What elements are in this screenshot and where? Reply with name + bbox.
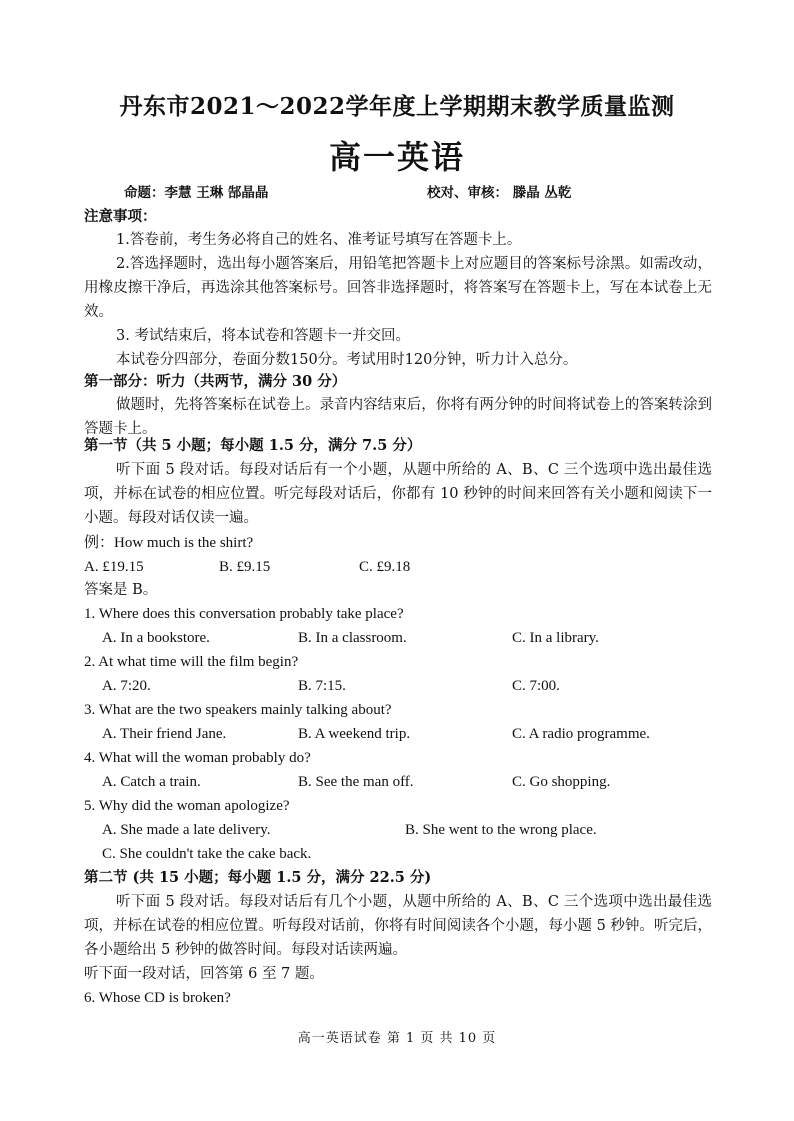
note-item-3: 3. 考试结束后，将本试卷和答题卡一并交回。	[116, 328, 410, 344]
q5-option-c: C. She couldn't take the cake back.	[102, 846, 312, 862]
question-4: 4. What will the woman probably do?	[84, 750, 311, 766]
question-2: 2. At what time will the film begin?	[84, 654, 299, 670]
note-item-1: 1.答卷前，考生务必将自己的姓名、准考证号填写在答题卡上。	[116, 232, 522, 248]
example-option-b: B. £9.15	[219, 559, 271, 575]
q4-option-a: A. Catch a train.	[102, 774, 201, 790]
notes-heading: 注意事项：	[84, 208, 157, 225]
section2-heading: 第二节 (共 15 小题；每小题 1.5 分，满分 22.5 分)	[84, 869, 432, 886]
section2-instruction: 听下面 5 段对话。每段对话后有几个小题，从题中所给的 A、B、C 三个选项中选出最佳选项，并标在试卷的相应位置。听每段对话前，你将有时间阅读各个小题，每小题 5 秒钟。听完后，各小题给出 5 秒钟的做答时间。每段对话读两遍。	[84, 894, 712, 958]
q5-option-a: A. She made a late delivery.	[102, 822, 271, 838]
q2-option-c: C. 7:00.	[512, 678, 560, 694]
section1-instruction: 听下面 5 段对话。每段对话后有一个小题，从题中所给的 A、B、C 三个选项中选出最佳选项，并标在试卷的相应位置。听完每段对话后，你都有 10 秒钟的时间来回答有关小题和阅读下一小题。每段对话仅读一遍。	[84, 462, 712, 526]
question-3: 3. What are the two speakers mainly talking about?	[84, 702, 392, 718]
note-item-4: 本试卷分四部分，卷面分数150分。考试用时120分钟，听力计入总分。	[116, 352, 578, 368]
authors-line: 命题：李慧 王琳 郜晶晶	[124, 185, 269, 201]
part1-instruction: 做题时，先将答案标在试卷上。录音内容结束后，你将有两分钟的时间将试卷上的答案转涂到答题卡上。	[84, 397, 712, 437]
example-answer: 答案是 B。	[84, 582, 158, 598]
part1-heading: 第一部分：听力（共两节，满分 30 分）	[84, 373, 347, 390]
question-5: 5. Why did the woman apologize?	[84, 798, 290, 814]
q5-option-b: B. She went to the wrong place.	[405, 822, 597, 838]
q2-option-a: A. 7:20.	[102, 678, 151, 694]
q2-option-b: B. 7:15.	[298, 678, 346, 694]
q4-option-c: C. Go shopping.	[512, 774, 611, 790]
section2-sub-instruction: 听下面一段对话，回答第 6 至 7 题。	[84, 966, 324, 982]
q1-option-a: A. In a bookstore.	[102, 630, 210, 646]
example-question: 例：How much is the shirt?	[84, 535, 254, 551]
question-1: 1. Where does this conversation probably take place?	[84, 606, 404, 622]
page-footer: 高一英语试卷 第 1 页 共 10 页	[297, 1031, 497, 1046]
q3-option-b: B. A weekend trip.	[298, 726, 411, 742]
example-option-c: C. £9.18	[359, 559, 411, 575]
section1-heading: 第一节（共 5 小题；每小题 1.5 分，满分 7.5 分）	[84, 437, 422, 454]
review-line: 校对、审核： 滕晶 丛乾	[427, 185, 572, 201]
q1-option-b: B. In a classroom.	[298, 630, 407, 646]
note-item-2: 2.答选择题时，选出每小题答案后，用铅笔把答题卡上对应题目的答案标号涂黑。如需改动，用橡皮擦干净后，再选涂其他答案标号。回答非选择题时，将答案写在答题卡上，写在本试卷上无效。	[84, 256, 712, 320]
q3-option-c: C. A radio programme.	[512, 726, 650, 742]
subject-title: 高一英语	[328, 138, 465, 176]
example-option-a: A. £19.15	[84, 559, 144, 575]
q3-option-a: A. Their friend Jane.	[102, 726, 227, 742]
exam-title: 丹东市2021～2022学年度上学期期末教学质量监测	[119, 93, 675, 120]
q1-option-c: C. In a library.	[512, 630, 599, 646]
question-6: 6. Whose CD is broken?	[84, 990, 231, 1006]
q4-option-b: B. See the man off.	[298, 774, 414, 790]
